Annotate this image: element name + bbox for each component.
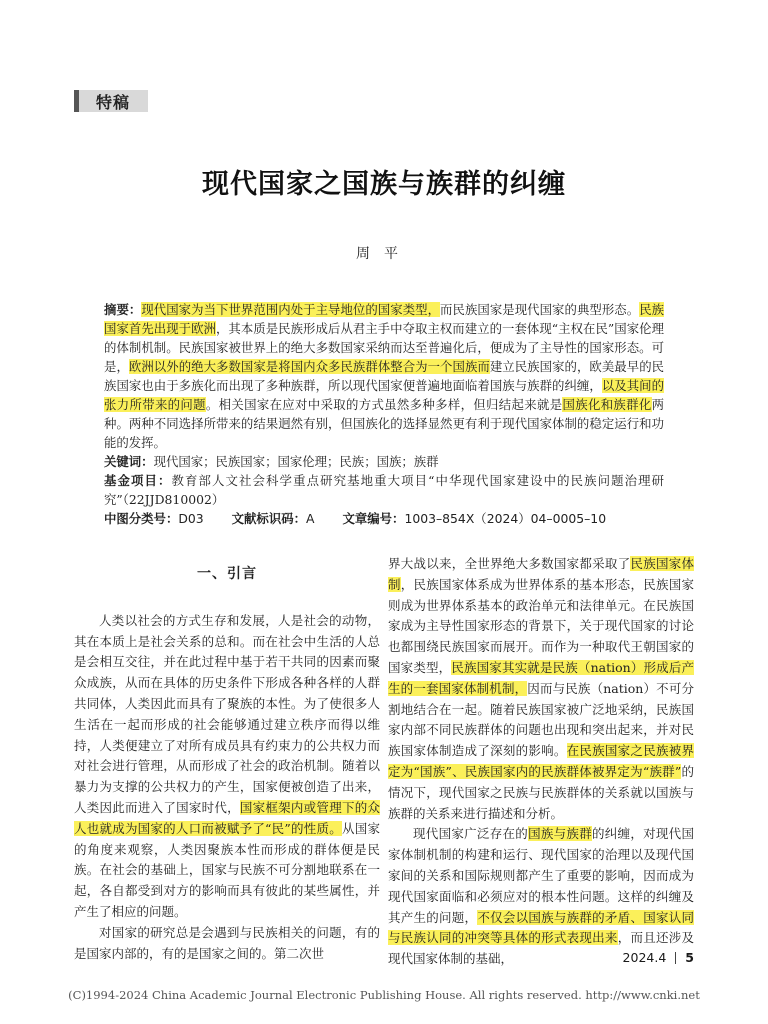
keywords-text: 现代国家；民族国家；国家伦理；民族；国族；族群 bbox=[153, 454, 439, 469]
keywords-label: 关键词： bbox=[104, 454, 154, 469]
abstract-body bbox=[104, 302, 664, 450]
section-tag-bar bbox=[74, 90, 79, 112]
text-run: 。相关国家在应对中采取的方式虽然多种多样，但归结起来就是 bbox=[205, 397, 563, 412]
highlighted-text: 欧洲以外的绝大多数国家是将国内众多民族群体整合为一个国族而 bbox=[128, 359, 490, 374]
page-number: 5 bbox=[685, 950, 694, 965]
highlighted-text: 在民族国家之民族被界定为“国族”、民族国家内的民族群体被界定为“族群” bbox=[388, 743, 694, 779]
body-paragraph bbox=[388, 824, 694, 970]
abstract bbox=[104, 300, 664, 452]
funding-label: 基金项目： bbox=[104, 473, 172, 488]
text-run: 从国家的角度来观察，人类因聚族本性而形成的群体便是民族。在社会的基础上，国家与民族不可分割地联系在一起，各自都受到对方的影响而具有彼此的某些属性，并产生了相应的问题。 bbox=[74, 820, 380, 919]
highlighted-text: 国族化和族群化 bbox=[562, 397, 652, 412]
clc-code-label: 中图分类号： bbox=[104, 511, 179, 526]
abstract-label: 摘要： bbox=[104, 302, 142, 317]
section-heading: 一、引言 bbox=[197, 566, 257, 582]
body-paragraph bbox=[388, 554, 694, 824]
right-column bbox=[388, 554, 694, 970]
text-run: 的纠缠，对现代国家体制机制的构建和运行、现代国家的治理以及现代国家间的关系和国际规则都产生了重要的影响，因而成为现代国家面临和必须应对的根本性问题。这样的纠缠及其产生的问题， bbox=[388, 826, 694, 925]
funding-text: 教育部人文社会科学重点研究基地重大项目“中华现代国家建设中的民族问题治理研究”（22JJD810002） bbox=[104, 473, 665, 507]
section-tag bbox=[74, 90, 148, 112]
highlighted-text: 国家框架内或管理下的众人也就成为国家的人口而被赋予了“民”的性质。 bbox=[74, 799, 380, 836]
footer-separator bbox=[675, 952, 676, 964]
abstract-block bbox=[104, 300, 664, 528]
article-number bbox=[342, 509, 606, 528]
keywords bbox=[104, 452, 664, 471]
copyright-notice: (C)1994-2024 China Academic Journal Electronic Publishing House. All rights reserved. http://www.cnki.net bbox=[68, 988, 700, 1002]
text-run: 对国家的研究总是会遇到与民族相关的问题，有的是国家内部的，有的是国家之间的。第二次世 bbox=[74, 924, 380, 961]
funding bbox=[104, 471, 664, 509]
body-paragraph bbox=[74, 923, 380, 965]
highlighted-text: 民族国家其实就是民族（nation）形成后产生的一套国家体制机制， bbox=[388, 659, 694, 696]
highlighted-text: 以及其间的张力所带来的问题 bbox=[104, 378, 665, 412]
section-tag-label: 特稿 bbox=[96, 92, 131, 112]
highlighted-text: 民族国家体制 bbox=[388, 556, 694, 592]
text-run: ，而且还涉及现代国家体制的基础， bbox=[388, 930, 694, 967]
text-run: 而民族国家是现代国家的典型形态。 bbox=[440, 302, 640, 317]
body-paragraph bbox=[74, 611, 380, 923]
highlighted-text: 不仅会以国族与族群的矛盾、国家认同与民族认同的冲突等具体的形式表现出来 bbox=[388, 909, 694, 946]
clc-code-value: D03 bbox=[178, 511, 204, 526]
text-run: 人类以社会的方式生存和发展，人是社会的动物，其在本质上是社会关系的总和。而在社会中生活的人总是会相互交往，并在此过程中基于若干共同的因素而聚众成族，从而在具体的历史条件下形成各种各样的人群共同体，人类因此而具有了聚族的本性。为了使很多人生活在一起而形成的社会能够通过建立秩序而得以维持，人类便建立了对所有成员具有约束力的公共权力而对社会进行管理，从而形成了社会的政治机制。随着以暴力为支撑的公共权力的产生，国家便被创造了出来，人类因此而进入了国家时代， bbox=[74, 612, 380, 815]
right-column-body bbox=[388, 554, 694, 970]
document-code bbox=[232, 509, 315, 528]
text-run: 两种。两种不同选择所带来的结果迥然有别，但国族化的选择显然更有利于现代国家体制的稳定运行和功能的发挥。 bbox=[104, 397, 665, 450]
article-number-label: 文章编号： bbox=[342, 511, 405, 526]
article-title: 现代国家之国族与族群的纠缠 bbox=[202, 169, 566, 200]
highlighted-text: 现代国家为当下世界范围内处于主导地位的国家类型， bbox=[141, 302, 441, 317]
text-run: 界大战以来，全世界绝大多数国家都采取了 bbox=[388, 556, 631, 571]
page-footer bbox=[623, 950, 694, 965]
article-number-value: 1003–854X（2024）04–0005–10 bbox=[404, 511, 607, 526]
classification-codes bbox=[104, 509, 664, 528]
text-run: 的情况下，现代国家之民族与民族群体的关系就以国族与族群的关系来进行描述和分析。 bbox=[388, 763, 694, 821]
text-run: ，其本质是民族形成后从君主手中夺取主权而建立的一套体现“主权在民”国家伦理的体制机制。民族国家被世界上的绝大多数国家采纳而达至普遍化后，便成为了主导性的国家形态。可是， bbox=[104, 321, 665, 374]
clc-code bbox=[104, 509, 204, 528]
left-column bbox=[74, 554, 380, 964]
document-code-value: A bbox=[306, 511, 315, 526]
text-run: 因而与民族（nation）不可分割地结合在一起。随着民族国家被广泛地采纳，民族国家内部不同民族群体的问题也出现和突出起来，并对民族国家体制造成了深刻的影响。 bbox=[388, 680, 694, 759]
text-run: 建立民族国家的，欧美最早的民族国家也由于多族化而出现了多种族群，所以现代国家便普遍地面临着国族与族群的纠缠， bbox=[104, 359, 665, 393]
left-column-body bbox=[74, 611, 380, 965]
text-run: 现代国家广泛存在的 bbox=[413, 826, 529, 842]
document-code-label: 文献标识码： bbox=[231, 511, 306, 526]
text-run: ，民族国家体系成为世界体系的基本形态，民族国家则成为世界体系基本的政治单元和法律单元。在民族国家成为主导性国家形态的背景下，关于现代国家的讨论也都围绕民族国家而展开。而作为一种取代王朝国家的国家类型， bbox=[388, 576, 694, 675]
issue-number: 2024.4 bbox=[622, 950, 667, 965]
author-name: 周平 bbox=[356, 246, 412, 262]
highlighted-text: 民族国家首先出现于欧洲 bbox=[104, 302, 665, 336]
highlighted-text: 国族与族群 bbox=[528, 826, 592, 842]
